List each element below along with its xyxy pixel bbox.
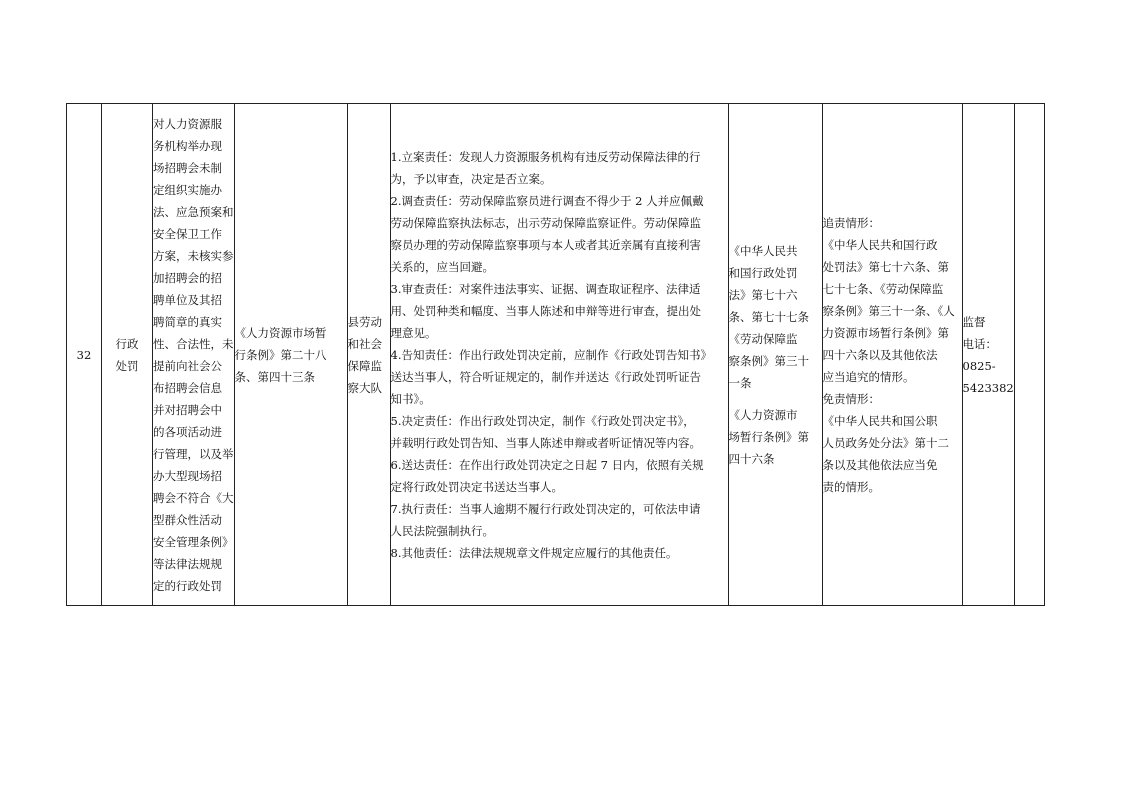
accountability-line: 《中华人民共和国行政 <box>822 237 938 252</box>
item-name-line: 加招聘会的招 <box>153 270 222 285</box>
responsibility-line: 为，予以审查，决定是否立案。 <box>390 171 552 186</box>
item-name-line: 的各项活动进 <box>153 424 222 439</box>
accountability-line: 四十六条以及其他依法 <box>822 347 938 362</box>
responsibility-line: 劳动保障监察执法标志，出示劳动保障监察证件。劳动保障监 <box>390 215 701 230</box>
responsibility-line: 3.审查责任：对案件违法事实、证据、调查取证程序、法律适 <box>390 281 701 296</box>
responsibility-line: 5.决定责任：作出行政处罚决定，制作《行政处罚决定书》， <box>390 413 695 428</box>
item-name-line: 务机构举办现 <box>153 138 222 153</box>
responsibility-line: 8.其他责任：法律法规规章文件规定应履行的其他责任。 <box>390 545 678 560</box>
item-name-line: 聘单位及其招 <box>153 292 222 307</box>
item-name-line: 场招聘会未制 <box>153 160 222 175</box>
accountability-line: 处罚法》第七十六条、第 <box>822 259 949 274</box>
item-name-line: 布招聘会信息 <box>153 380 222 395</box>
accountability-line: 条以及其他依法应当免 <box>822 457 938 472</box>
item-name-line: 行管理，以及举 <box>153 446 234 461</box>
legal-basis-cell <box>234 104 347 606</box>
responsibility-line: 2.调查责任：劳动保障监察员进行调查不得少于 2 人并应佩戴 <box>390 193 704 208</box>
law-line: 《人力资源市 <box>728 407 798 422</box>
item-name-line: 性、合法性，未 <box>153 336 234 351</box>
remarks-cell <box>1014 104 1044 606</box>
responsibility-line: 人民法院强制执行。 <box>390 523 494 538</box>
law-line: 法》第七十六 <box>728 287 798 302</box>
law-line: 和国行政处罚 <box>728 265 798 280</box>
responsible-unit-line: 察大队 <box>347 380 382 395</box>
law-line: 场暂行条例》第 <box>728 429 809 444</box>
row-number-cell: 32 <box>67 104 102 606</box>
item-name-line: 定组织实施办 <box>153 182 222 197</box>
responsibility-line: 4.告知责任：作出行政处罚决定前，应制作《行政处罚告知书》 <box>390 347 712 362</box>
item-name-line: 安全保卫工作 <box>153 226 222 241</box>
responsibility-line: 送达当事人，符合听证规定的，制作并送达《行政处罚听证告 <box>390 369 701 384</box>
item-name-line: 聘简章的真实 <box>153 314 222 329</box>
responsibility-line: 并载明行政处罚告知、当事人陈述申辩或者听证情况等内容。 <box>390 435 701 450</box>
responsibility-line: 关系的，应当回避。 <box>390 259 494 274</box>
accountability-line: 免责情形： <box>822 391 880 406</box>
legal-basis-line: 行条例》第二十八 <box>234 347 327 362</box>
supervision-line: 电话： <box>962 336 997 351</box>
responsibility-line: 定将行政处罚决定书送达当事人。 <box>390 479 563 494</box>
power-type-cell <box>102 104 153 606</box>
item-name-line: 对人力资源服 <box>153 116 222 131</box>
item-name-line: 型群众性活动 <box>153 512 222 527</box>
responsible-unit-line: 县劳动 <box>347 314 382 329</box>
responsibility-line: 7.执行责任：当事人逾期不履行行政处罚决定的，可依法申请 <box>390 501 701 516</box>
responsibility-line: 知书》。 <box>390 391 431 406</box>
accountability-line: 责的情形。 <box>822 479 880 494</box>
table-row <box>67 104 1045 606</box>
item-name-line: 提前向社会公 <box>153 358 222 373</box>
responsible-unit-line: 保障监 <box>347 358 382 373</box>
accountability-line: 七十七条、《劳动保障监 <box>822 281 944 296</box>
accountability-cell <box>822 104 962 606</box>
item-name-line: 并对招聘会中 <box>153 402 222 417</box>
accountability-line: 追责情形： <box>822 215 880 230</box>
item-name-line: 聘会不符合《大 <box>153 490 234 505</box>
power-type-line: 行政处罚 <box>115 336 139 373</box>
accountability-line: 《中华人民共和国公职 <box>822 413 938 428</box>
accountability-line: 人员政务处分法》第十二 <box>822 435 949 450</box>
accountability-law-cell <box>728 104 822 606</box>
supervision-line: 监督 <box>962 314 986 329</box>
law-line: 四十六条 <box>728 451 775 466</box>
accountability-line: 力资源市场暂行条例》第 <box>822 325 949 340</box>
item-name-line: 等法律法规规 <box>153 556 222 571</box>
law-line: 《劳动保障监 <box>728 331 798 346</box>
supervision-cell <box>962 104 1014 606</box>
responsibility-line: 察员办理的劳动保障监察事项与本人或者其近亲属有直接利害 <box>390 237 701 252</box>
responsibility-line: 用、处罚种类和幅度、当事人陈述和申辩等进行审查，提出处 <box>390 303 701 318</box>
item-name-line: 安全管理条例》 <box>153 534 234 549</box>
responsibility-line: 理意见。 <box>390 325 437 340</box>
item-name-line: 法、应急预案和 <box>153 204 234 219</box>
law-line: 察条例》第三十 <box>728 353 809 368</box>
law-line: 条、第七十七条 <box>728 309 809 324</box>
responsibility-line: 1.立案责任：发现人力资源服务机构有违反劳动保障法律的行 <box>390 149 701 164</box>
responsibility-line: 6.送达责任：在作出行政处罚决定之日起 7 日内，依照有关规 <box>390 457 704 472</box>
accountability-line: 察条例》第三十一条、《人 <box>822 303 955 318</box>
accountability-line: 应当追究的情形。 <box>822 369 915 384</box>
supervision-line: 0825- <box>962 358 996 373</box>
item-name-cell <box>153 104 235 606</box>
item-name-line: 方案，未核实参 <box>153 248 234 263</box>
law-line: 一条 <box>728 375 752 390</box>
responsibility-items-cell <box>390 104 728 606</box>
legal-basis-line: 条、第四十三条 <box>234 369 315 384</box>
responsible-unit-cell <box>347 104 390 606</box>
item-name-line: 定的行政处罚 <box>153 578 222 593</box>
responsibility-list-table <box>66 103 1045 606</box>
responsible-unit-line: 和社会 <box>347 336 382 351</box>
legal-basis-line: 《人力资源市场暂 <box>234 325 327 340</box>
law-line: 《中华人民共 <box>728 243 798 258</box>
supervision-phone: 5423382 <box>962 380 1014 395</box>
item-name-line: 办大型现场招 <box>153 468 222 483</box>
